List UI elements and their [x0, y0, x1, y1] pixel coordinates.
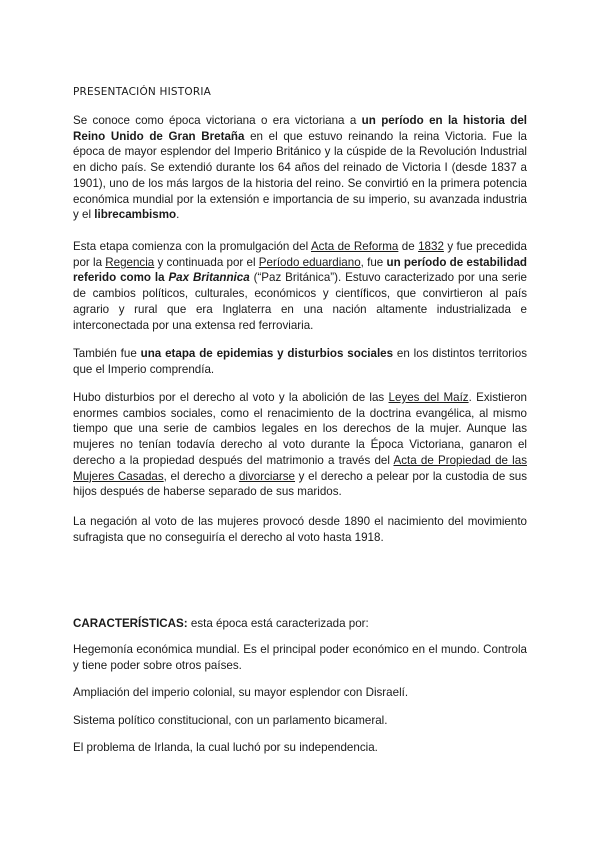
text: Esta etapa comienza con la promulgación del	[73, 240, 311, 253]
characteristics-heading: CARACTERÍSTICAS:	[73, 617, 188, 630]
text: y el derecho a pelear por la custodia de sus hijos después de haberse separado de sus maridos.	[73, 469, 527, 499]
bold-text: librecambismo	[94, 208, 177, 222]
bold-text: una etapa de epidemias y disturbios sociales	[140, 347, 394, 360]
characteristic-item: Ampliación del imperio colonial, su mayor esplendor con Disraelí.	[73, 686, 409, 699]
characteristics-heading-line	[73, 616, 369, 632]
link-leyes-del-maiz[interactable]: Leyes del Maíz	[388, 391, 469, 404]
text: También fue	[73, 347, 141, 360]
text: en el que estuvo reinando la reina Victoria. Fue la época de mayor esplendor del Imperio Británico y la cúspide de la Revolución Industrial en dicho país. Se extendió durante los 64 años del reinado de Victoria I (desde 1837 a 1901), uno de los más largos de la historia del reino. Se convirtió en la primera potencia económica mundial por la extensión e importancia de su imperio, su avanzada industria y el	[73, 129, 528, 222]
link-acta-propiedad-mujeres-casadas[interactable]: Acta de Propiedad de las Mujeres Casadas	[73, 453, 527, 483]
paragraph-stage	[73, 239, 527, 333]
bold-text: un período de estabilidad referido como la	[73, 255, 527, 285]
text: y continuada por el	[154, 255, 259, 269]
paragraph-riots	[73, 390, 527, 500]
paragraph-epidemics	[73, 346, 527, 377]
text: y fue precedida por la	[73, 240, 528, 269]
paragraph-suffrage: La negación al voto de las mujeres provocó desde 1890 el nacimiento del movimiento sufragista que no conseguiría el derecho al voto hasta 1918.	[73, 515, 527, 544]
characteristic-item: Hegemonía económica mundial. Es el principal poder económico en el mundo. Controla y tiene poder sobre otros países.	[73, 643, 527, 672]
bold-text: un período en la historia del Reino Unido de Gran Bretaña	[73, 114, 527, 143]
link-acta-de-reforma[interactable]: Acta de Reforma	[310, 240, 399, 253]
text: en los distintos territorios que el Imperio comprendía.	[73, 347, 527, 376]
text: Se conoce como época victoriana o era victoriana a	[73, 114, 362, 127]
text: Hubo disturbios por el derecho al voto y la abolición de las	[73, 391, 389, 404]
characteristic-item: El problema de Irlanda, la cual luchó por su independencia.	[73, 741, 378, 754]
text: .	[176, 208, 180, 222]
text: . Existieron enormes cambios sociales, como el renacimiento de la doctrina evangélica, al mismo tiempo que una serie de cambios legales en los derechos de la mujer. Aunque las mujeres no tenían todavía derecho al voto durante la Época Victoriana, ganaron el derecho a la propiedad después del matrimonio a través del	[73, 391, 527, 467]
bold-italic-text: Pax Britannica	[168, 271, 250, 285]
link-divorciarse[interactable]: divorciarse	[238, 469, 296, 483]
link-periodo-eduardiano[interactable]: Período eduardiano	[258, 255, 361, 269]
link-regencia[interactable]: Regencia	[105, 255, 155, 269]
characteristic-item: Sistema político constitucional, con un parlamento bicameral.	[73, 714, 388, 727]
text: de	[398, 240, 419, 253]
paragraph-intro	[73, 113, 527, 223]
characteristics-intro: esta época está caracterizada por:	[187, 617, 369, 630]
text: , el derecho a	[163, 469, 239, 483]
text: (“Paz Británica”). Estuvo caracterizado por una serie de cambios políticos, culturales, económicos y científicos, que convirtieron al país agrario y rural que era Inglaterra en una nación altamente industrializada e interconectada por una extensa red ferroviaria.	[73, 271, 527, 332]
document-title: PRESENTACIÓN HISTORIA	[73, 86, 212, 98]
text: , fue	[360, 255, 387, 269]
link-1832[interactable]: 1832	[418, 240, 444, 253]
